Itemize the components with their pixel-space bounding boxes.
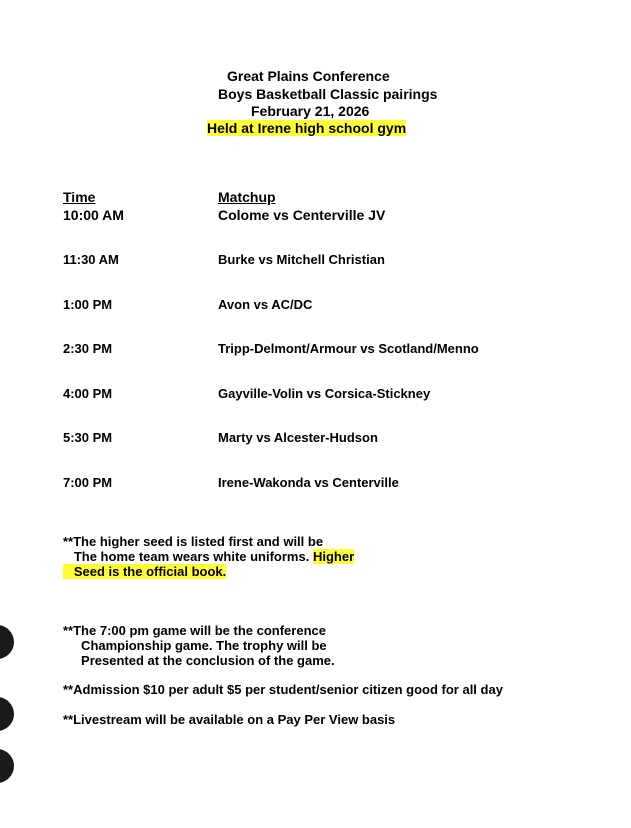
schedule-time: 7:00 PM	[63, 475, 113, 490]
seed-note-text: The home team wears white uniforms.	[63, 549, 313, 564]
edge-circle	[0, 697, 14, 731]
schedule-matchup: Marty vs Alcester-Hudson	[218, 430, 378, 445]
livestream-note: **Livestream will be available on a Pay Per View basis	[63, 712, 396, 727]
schedule-matchup: Avon vs AC/DC	[218, 297, 313, 312]
seed-note-line	[63, 564, 226, 579]
title-conference: Great Plains Conference	[227, 68, 390, 84]
time-column-header: Time	[63, 189, 96, 205]
schedule-time: 2:30 PM	[63, 341, 113, 356]
title-event: Boys Basketball Classic pairings	[218, 86, 438, 102]
championship-note-line: Championship game. The trophy will be	[63, 638, 327, 653]
schedule-matchup: Colome vs Centerville JV	[218, 207, 386, 223]
admission-note: **Admission $10 per adult $5 per student/senior citizen good for all day	[63, 682, 503, 697]
seed-note-line	[63, 549, 354, 564]
schedule-time: 1:00 PM	[63, 297, 113, 312]
schedule-matchup: Gayville-Volin vs Corsica-Stickney	[218, 386, 431, 401]
matchup-column-header: Matchup	[218, 189, 276, 205]
championship-note-line: **The 7:00 pm game will be the conference	[63, 623, 326, 638]
seed-note-line: **The higher seed is listed first and will be	[63, 534, 324, 549]
seed-note-highlight: Seed is the official book.	[63, 564, 227, 579]
edge-circle	[0, 749, 14, 783]
schedule-matchup: Burke vs Mitchell Christian	[218, 252, 385, 267]
title-location	[207, 120, 406, 137]
edge-circle	[0, 625, 14, 659]
title-date: February 21, 2026	[251, 103, 370, 119]
schedule-matchup: Irene-Wakonda vs Centerville	[218, 475, 399, 490]
schedule-time: 11:30 AM	[63, 252, 119, 267]
schedule-time: 4:00 PM	[63, 386, 113, 401]
schedule-time: 5:30 PM	[63, 430, 113, 445]
schedule-matchup: Tripp-Delmont/Armour vs Scotland/Menno	[218, 341, 479, 356]
seed-note-highlight: Higher	[312, 549, 355, 564]
schedule-time: 10:00 AM	[63, 207, 124, 223]
championship-note-line: Presented at the conclusion of the game.	[63, 653, 335, 668]
location-highlight: Held at Irene high school gym	[207, 120, 407, 136]
